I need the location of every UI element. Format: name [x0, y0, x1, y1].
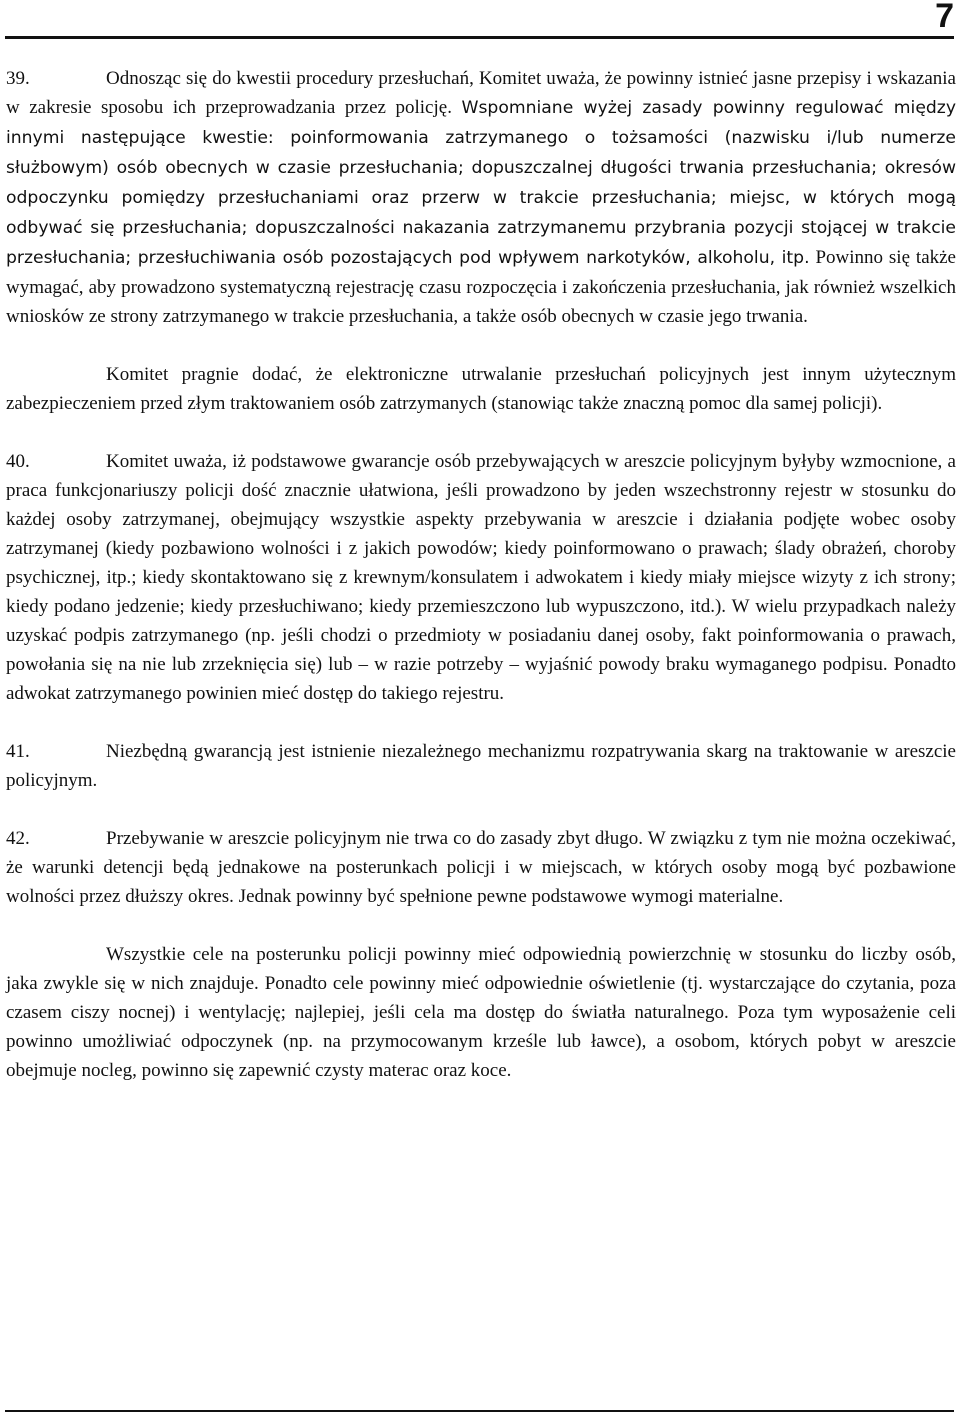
footer-rule — [5, 1410, 954, 1412]
paragraph-41 — [6, 737, 956, 795]
paragraph-40 — [6, 447, 956, 708]
page-number: 7 — [935, 0, 954, 35]
header-rule — [5, 36, 954, 39]
paragraph-42 — [6, 824, 956, 911]
document-body — [6, 64, 956, 1114]
paragraph-text: Komitet pragnie dodać, że elektroniczne utrwalanie przesłuchań policyjnych jest innym użytecznym zabezpieczeniem przed złym traktowaniem osób zatrzymanych (stanowiąc także znaczną pomoc dla samej policji). — [6, 364, 956, 414]
paragraph-text: Wszystkie cele na posterunku policji powinny mieć odpowiednią powierzchnię w stosunku do liczby osób, jaka zwykle się w nich znajduje. Ponadto cele powinny mieć odpowiednie oświetlenie (tj. wystarczające do czytania, poza czasem ciszy nocnej) i wentylację; najlepiej, jeśli cela ma dostęp do światła naturalnego. Poza tym wyposażenie celi powinno umożliwiać odpoczynek (np. na przymocowanym krześle lub ławce), a osobom, których pobyt w areszcie obejmuje nocleg, powinno się zapewnić czysty materac oraz koce. — [6, 944, 956, 1081]
paragraph-42-continued — [6, 940, 956, 1085]
paragraph-text: Przebywanie w areszcie policyjnym nie trwa co do zasady zbyt długo. W związku z tym nie można oczekiwać, że warunki detencji będą jednakowe na posterunkach policji i w miejscach, w których osoby mogą być pozbawione wolności przez dłuższy okres. Jednak powinny być spełnione pewne podstawowe wymogi materialne. — [6, 828, 956, 907]
paragraph-text: Niezbędną gwarancją jest istnienie niezależnego mechanizmu rozpatrywania skarg na traktowanie w areszcie policyjnym. — [6, 741, 956, 791]
paragraph-text-sans: Wspomniane wyżej zasady powinny regulować między innymi następujące kwestie: poinformowania zatrzymanego o tożsamości (nazwisku i/lub numerze służbowym) osób obecnych w czasie przesłuchania; dopuszczalnej długości trwania przesłuchania; okresów odpoczynku pomiędzy przesłuchaniami oraz przerw w trakcie przesłuchania; miejsc, w których mogą odbywać się przesłuchania; dopuszczalności nakazania zatrzymanemu przybrania pozycji stojącej w trakcie przesłuchania; przesłuchiwania osób pozostających pod wpływem narkotyków, alkoholu, itp. — [6, 98, 956, 268]
paragraph-text: Powinno się także wymagać, aby prowadzono systematyczną rejestrację czasu rozpoczęcia i zakończenia przesłuchania, jak również wszelkich wniosków ze strony zatrzymanego w trakcie przesłuchania, a także osób obecnych w czasie jego trwania. — [6, 247, 956, 327]
paragraph-number: 41. — [6, 741, 30, 762]
paragraph-number: 39. — [6, 68, 30, 89]
paragraph-39-continued — [6, 360, 956, 418]
paragraph-39 — [6, 64, 956, 331]
paragraph-text: Odnosząc się do kwestii procedury przesłuchań, Komitet uważa, że powinny istnieć jasne przepisy i wskazania w zakresie sposobu ich przeprowadzania przez policję. — [6, 68, 956, 118]
paragraph-number: 40. — [6, 451, 30, 472]
paragraph-text: Komitet uważa, iż podstawowe gwarancje osób przebywających w areszcie policyjnym byłyby wzmocnione, a praca funkcjonariuszy policji dość znacznie ułatwiona, jeśli prowadzono by jeden wszechstronny rejestr w stosunku do każdej osoby zatrzymanej, obejmujący wszystkie aspekty przebywania w areszcie i działania podjęte wobec osoby zatrzymanej (kiedy pozbawiono wolności i z jakich powodów; kiedy poinformowano o prawach; ślady obrażeń, choroby psychicznej, itp.; kiedy skontaktowano się z krewnym/konsulatem i adwokatem i kiedy miały miejsce wizyty z ich strony; kiedy podano jedzenie; kiedy przesłuchiwano; kiedy przemieszczono lub wypuszczono, itd.). W wielu przypadkach należy uzyskać podpis zatrzymanego (np. jeśli chodzi o przedmioty w posiadaniu danej osoby, fakt poinformowania o prawach, powołania się na nie lub zrzeknięcia się) lub – w razie potrzeby – wyjaśnić powody braku wymaganego podpisu. Ponadto adwokat zatrzymanego powinien mieć dostęp do takiego rejestru. — [6, 451, 956, 704]
paragraph-number: 42. — [6, 828, 30, 849]
